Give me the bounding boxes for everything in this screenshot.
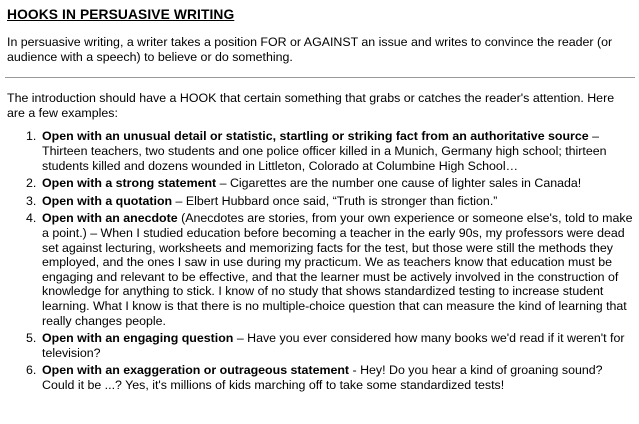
example-heading: Open with an anecdote: [42, 211, 178, 226]
example-item: [7, 176, 635, 191]
example-number: 2.: [26, 176, 37, 191]
example-number: 3.: [26, 193, 37, 208]
example-number: 1.: [26, 129, 37, 144]
example-text: – Elbert Hubbard once said, “Truth is stronger than fiction.”: [172, 193, 498, 208]
example-item: [7, 211, 635, 328]
example-text: – Cigarettes are the number one cause of lighter sales in Canada!: [216, 176, 582, 191]
example-text: – Thirteen teachers, two students and one police officer killed in a Munich, Germany high school; thirteen students killed and dozens wounded in Littleton, Colorado at Columbine High School…: [42, 129, 607, 173]
document-page: [7, 0, 635, 395]
example-text: - Hey! Do you hear a kind of groaning sound? Could it be ...? Yes, it's millions of kids marching off to take some standardized tests!: [42, 363, 603, 392]
hook-intro-paragraph: The introduction should have a HOOK that certain something that grabs or catches the reader's attention. Here are a few examples:: [7, 91, 615, 120]
example-item: [7, 363, 635, 392]
example-item: [7, 331, 635, 360]
example-heading: Open with a strong statement: [42, 176, 217, 191]
section-divider: [5, 77, 635, 78]
example-heading: Open with a quotation: [42, 193, 173, 208]
example-heading: Open with an exaggeration or outrageous statement: [42, 363, 350, 378]
example-item: [7, 194, 635, 209]
example-number: 4.: [26, 211, 37, 226]
example-text: – Have you ever considered how many books we'd read if it weren't for television?: [42, 331, 625, 360]
example-heading: Open with an unusual detail or statistic, startling or striking fact from an authoritative source: [42, 129, 589, 144]
example-item: [7, 129, 635, 173]
example-text: (Anecdotes are stories, from your own experience or someone else's, told to make a point.) – When I studied education before becoming a teacher in the early 90s, my professors were dead set against lecturing, worksheets and memorizing facts for the test, but those were still the methods they employed, and the ones I saw in use during my practicum. We as teachers know that education must be engaging and relevant to be effective, and that the learner must be actively involved in the construction of knowledge for anything to stick. I know of no study that shows standardized testing to increase student learning. What I know is that there is no multiple-choice question that can measure the kind of learning that really changes people.: [42, 211, 633, 328]
example-heading: Open with an engaging question: [42, 331, 234, 346]
example-number: 6.: [26, 363, 37, 378]
document-title: HOOKS IN PERSUASIVE WRITING: [7, 7, 235, 22]
examples-list: [7, 129, 635, 392]
example-number: 5.: [26, 331, 37, 346]
intro-paragraph: In persuasive writing, a writer takes a position FOR or AGAINST an issue and writes to convince the reader (or audience with a speech) to believe or do something.: [7, 35, 613, 64]
